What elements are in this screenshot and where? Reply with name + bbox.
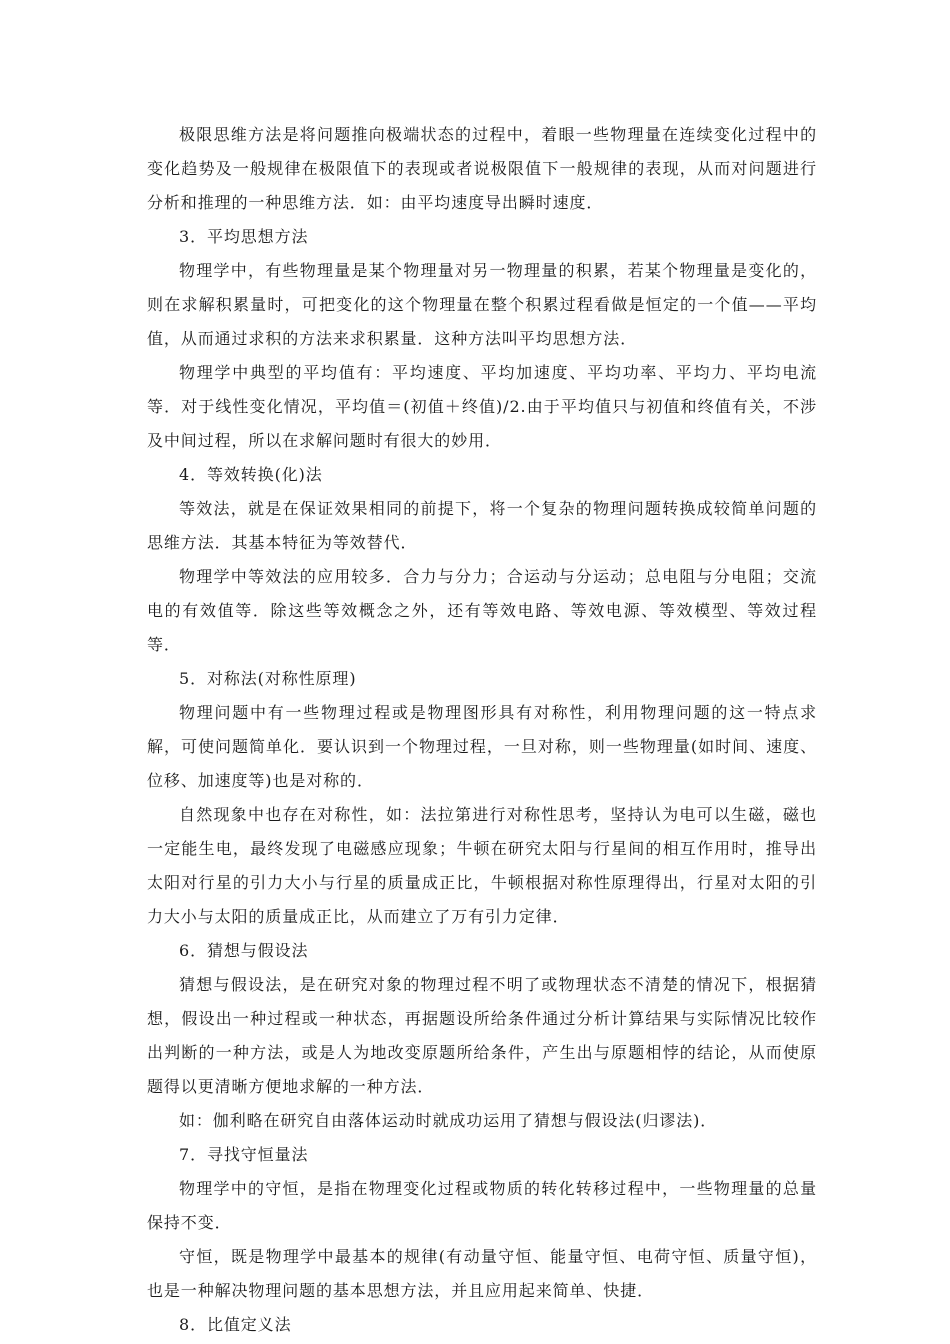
paragraph-symmetry-definition: 物理问题中有一些物理过程或是物理图形具有对称性，利用物理问题的这一特点求解，可使问题简单化．要认识到一个物理过程，一旦对称，则一些物理量(如时间、速度、位移、加速度等)也是对称的． bbox=[147, 703, 817, 790]
paragraph-conservation-definition: 物理学中的守恒，是指在物理变化过程或物质的转化转移过程中，一些物理量的总量保持不变． bbox=[147, 1179, 817, 1232]
document-body bbox=[147, 118, 817, 1342]
paragraph-symmetry-examples: 自然现象中也存在对称性，如：法拉第进行对称性思考，坚持认为电可以生磁，磁也一定能生电，最终发现了电磁感应现象；牛顿在研究太阳与行星间的相互作用时，推导出太阳对行星的引力大小与行星的质量成正比，牛顿根据对称性原理得出，行星对太阳的引力大小与太阳的质量成正比，从而建立了万有引力定律． bbox=[147, 805, 817, 926]
section-heading-6: 6．猜想与假设法 bbox=[179, 941, 309, 960]
paragraph-average-examples: 物理学中典型的平均值有：平均速度、平均加速度、平均功率、平均力、平均电流等．对于线性变化情况，平均值＝(初值＋终值)/2.由于平均值只与初值和终值有关，不涉及中间过程，所以在求解问题时有很大的妙用． bbox=[147, 363, 817, 450]
section-heading-8: 8．比值定义法 bbox=[179, 1315, 292, 1334]
section-heading-7: 7．寻找守恒量法 bbox=[179, 1145, 309, 1164]
paragraph-equivalence-examples: 物理学中等效法的应用较多．合力与分力；合运动与分运动；总电阻与分电阻；交流电的有效值等．除这些等效概念之外，还有等效电路、等效电源、等效模型、等效过程等． bbox=[147, 567, 817, 654]
paragraph-hypothesis-definition: 猜想与假设法，是在研究对象的物理过程不明了或物理状态不清楚的情况下，根据猜想，假设出一种过程或一种状态，再据题设所给条件通过分析计算结果与实际情况比较作出判断的一种方法，或是人为地改变原题所给条件，产生出与原题相悖的结论，从而使原题得以更清晰方便地求解的一种方法． bbox=[147, 975, 817, 1096]
paragraph-equivalence-definition: 等效法，就是在保证效果相同的前提下，将一个复杂的物理问题转换成较简单问题的思维方法．其基本特征为等效替代． bbox=[147, 499, 817, 552]
section-heading-3: 3．平均思想方法 bbox=[179, 227, 309, 246]
section-heading-4: 4．等效转换(化)法 bbox=[179, 465, 323, 484]
section-heading-5: 5．对称法(对称性原理) bbox=[179, 669, 357, 688]
paragraph-hypothesis-example: 如：伽利略在研究自由落体运动时就成功运用了猜想与假设法(归谬法)． bbox=[179, 1111, 718, 1130]
paragraph-limit-thinking: 极限思维方法是将问题推向极端状态的过程中，着眼一些物理量在连续变化过程中的变化趋势及一般规律在极限值下的表现或者说极限值下一般规律的表现，从而对问题进行分析和推理的一种思维方法．如：由平均速度导出瞬时速度． bbox=[147, 125, 817, 212]
paragraph-conservation-examples: 守恒，既是物理学中最基本的规律(有动量守恒、能量守恒、电荷守恒、质量守恒)，也是一种解决物理问题的基本思想方法，并且应用起来简单、快捷． bbox=[147, 1247, 817, 1300]
paragraph-average-definition: 物理学中，有些物理量是某个物理量对另一物理量的积累，若某个物理量是变化的，则在求解积累量时，可把变化的这个物理量在整个积累过程看做是恒定的一个值——平均值，从而通过求积的方法来求积累量．这种方法叫平均思想方法． bbox=[147, 261, 817, 348]
